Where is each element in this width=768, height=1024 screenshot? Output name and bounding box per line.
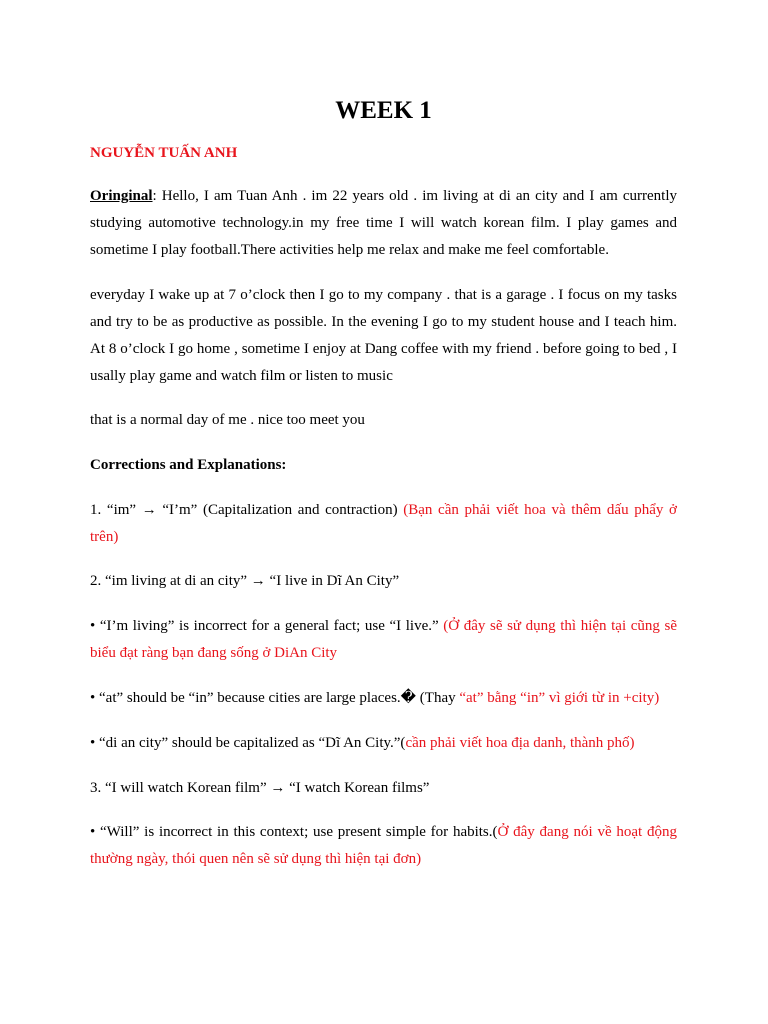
correction-item-3 xyxy=(90,613,677,667)
author-name: NGUYỄN TUẤN ANH xyxy=(90,145,238,161)
corrections-heading: Corrections and Explanations: xyxy=(90,457,287,473)
correction-note: Ở đây đang nói về hoạt động thường ngày, thói quen nên sẽ sử dụng thì hiện tại đơn) xyxy=(90,824,677,867)
correction-item-5 xyxy=(90,730,677,757)
original-text-1: Hello, I am Tuan Anh . im 22 years old . im living at di an city and I am currently studying automotive technology.in my free time I will watch korean film. I play games and sometime I play football.There activities help me relax and make me feel comfortable. xyxy=(90,188,677,258)
correction-text: • “di an city” should be capitalized as “Dĩ An City.”( xyxy=(90,735,406,751)
correction-item-4 xyxy=(90,685,677,712)
correction-text: • “at” should be “in” because cities are large places.� (Thay xyxy=(90,690,460,706)
correction-note: cần phải viết hoa địa danh, thành phố) xyxy=(405,735,635,751)
original-separator: : xyxy=(152,188,162,204)
correction-item-1 xyxy=(90,497,677,551)
original-paragraph-3: that is a normal day of me . nice too meet you xyxy=(90,412,365,428)
correction-text: • “I’m living” is incorrect for a general fact; use “I live.” xyxy=(90,618,444,634)
page-title: WEEK 1 xyxy=(335,97,432,124)
correction-note: (Ở đây sẽ sử dụng thì hiện tại cũng sẽ biểu đạt ràng bạn đang sống ở DiAn City xyxy=(90,618,677,661)
correction-item-2 xyxy=(90,568,677,595)
correction-item-6 xyxy=(90,775,677,802)
original-label: Oringinal xyxy=(90,188,153,204)
correction-note: “at” bằng “in” vì giới từ in +city) xyxy=(459,690,660,706)
correction-text: 3. “I will watch Korean film” → “I watch Korean films” xyxy=(90,780,430,796)
original-paragraph-2: everyday I wake up at 7 o’clock then I go to my company . that is a garage . I focus on my tasks and try to be as productive as possible. In the evening I go to my student house and I teach him. At 8 o’clock I go home , sometime I enjoy at Dang coffee with my friend . before going to bed , I usally play game and watch film or listen to music xyxy=(90,287,677,384)
correction-note: (Bạn cần phải viết hoa và thêm dấu phẩy ở trên) xyxy=(90,502,677,545)
correction-text: • “Will” is incorrect in this context; use present simple for habits.( xyxy=(90,824,498,840)
correction-text: 2. “im living at di an city” → “I live in Dĩ An City” xyxy=(90,573,400,589)
original-paragraph-1 xyxy=(90,183,677,264)
correction-item-7 xyxy=(90,819,677,873)
correction-text: 1. “im” → “I’m” (Capitalization and contraction) xyxy=(90,502,404,518)
